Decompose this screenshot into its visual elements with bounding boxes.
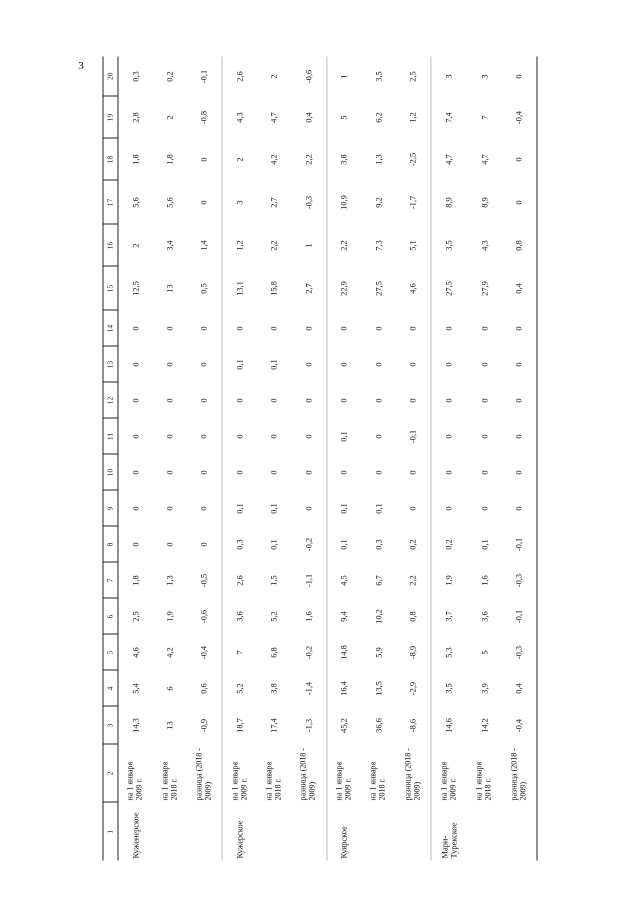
- value-cell: 3: [480, 73, 490, 79]
- value-cell: 0: [396, 346, 431, 382]
- value-cell: 0: [339, 325, 349, 331]
- value-cell: 0: [502, 310, 537, 346]
- district-name: [187, 802, 222, 860]
- value-cell: -8,9: [396, 634, 431, 670]
- value-cell: -2,9: [396, 670, 431, 706]
- value-cell: 0: [269, 469, 279, 475]
- value-cell: 14,6: [444, 717, 454, 733]
- value-cell: 18,7: [235, 717, 245, 733]
- value-cell: 0: [165, 505, 175, 511]
- value-cell: 0: [291, 490, 326, 526]
- value-cell: 0: [396, 454, 431, 490]
- value-cell: 0,1: [480, 538, 490, 550]
- value-cell: 0: [339, 397, 349, 403]
- value-cell: 6,8: [269, 646, 279, 658]
- value-cell: 2,2: [396, 562, 431, 598]
- value-cell: -0,4: [502, 96, 537, 138]
- value-cell: 3,7: [444, 610, 454, 622]
- table-row: [257, 56, 291, 860]
- value-cell: 0: [131, 361, 141, 367]
- period-label: на 1 января 2009 г.: [439, 761, 458, 800]
- district-name: [362, 802, 396, 860]
- value-cell: 0,8: [502, 224, 537, 266]
- value-cell: 0: [444, 397, 454, 403]
- period-label: на 1 января 2009 г.: [230, 761, 249, 800]
- column-number-17: 17: [103, 180, 118, 224]
- district-name: [468, 802, 502, 860]
- column-number-14: 14: [103, 310, 118, 346]
- value-cell: 0,1: [235, 358, 245, 370]
- value-cell: 9,4: [339, 610, 349, 622]
- value-cell: 0: [396, 490, 431, 526]
- value-cell: 0: [187, 310, 222, 346]
- table-row: [291, 56, 326, 860]
- value-cell: 0: [444, 433, 454, 439]
- value-cell: 2,6: [235, 70, 245, 82]
- value-cell: 13: [165, 720, 175, 730]
- value-cell: 0: [444, 469, 454, 475]
- value-cell: 0: [291, 418, 326, 454]
- value-cell: 0: [444, 361, 454, 367]
- value-cell: 1,6: [291, 598, 326, 634]
- value-cell: 0,4: [502, 670, 537, 706]
- value-cell: 10,2: [374, 608, 383, 624]
- value-cell: 0: [480, 505, 490, 511]
- value-cell: 6,2: [374, 111, 383, 123]
- value-cell: 0,6: [187, 670, 222, 706]
- value-cell: 0: [502, 382, 537, 418]
- value-cell: 0: [502, 346, 537, 382]
- value-cell: 0: [502, 490, 537, 526]
- column-number-11: 11: [103, 418, 118, 454]
- value-cell: 6,7: [374, 574, 383, 586]
- district-name: [257, 802, 291, 860]
- column-number-12: 12: [103, 382, 118, 418]
- value-cell: 3,6: [235, 610, 245, 622]
- value-cell: 4,5: [339, 574, 349, 586]
- value-cell: 0,8: [396, 598, 431, 634]
- value-cell: -1,1: [291, 562, 326, 598]
- value-cell: 4,3: [235, 111, 245, 123]
- period-label: на 1 января 2018 г.: [264, 761, 283, 800]
- value-cell: -0,9: [187, 706, 222, 744]
- value-cell: 0: [187, 526, 222, 562]
- period-label: разница (2018 - 2009): [502, 744, 537, 802]
- value-cell: 0,4: [291, 96, 326, 138]
- value-cell: 2,2: [339, 239, 349, 251]
- value-cell: 0: [165, 541, 175, 547]
- value-cell: 0,1: [339, 502, 349, 514]
- value-cell: 0: [480, 361, 490, 367]
- value-cell: 0: [131, 541, 141, 547]
- page-number: 3: [78, 60, 84, 72]
- value-cell: -1,7: [396, 180, 431, 224]
- value-cell: 6: [165, 685, 175, 691]
- district-name: [291, 802, 326, 860]
- value-cell: 0: [374, 433, 383, 439]
- value-cell: 0: [291, 310, 326, 346]
- column-number-16: 16: [103, 224, 118, 266]
- value-cell: 45,2: [339, 717, 349, 733]
- value-cell: 8,9: [444, 196, 454, 208]
- value-cell: 2,5: [131, 610, 141, 622]
- value-cell: 0: [480, 469, 490, 475]
- period-label: на 1 января 2018 г.: [474, 761, 493, 800]
- value-cell: 1,4: [187, 224, 222, 266]
- value-cell: 0: [291, 382, 326, 418]
- data-table: [103, 56, 538, 860]
- value-cell: 1,2: [235, 239, 245, 251]
- value-cell: 0: [131, 325, 141, 331]
- value-cell: 0: [235, 433, 245, 439]
- value-cell: 0: [187, 490, 222, 526]
- value-cell: 0,3: [235, 538, 245, 550]
- value-cell: 8,9: [480, 196, 490, 208]
- value-cell: -1,3: [291, 706, 326, 744]
- value-cell: 14,3: [131, 717, 141, 733]
- value-cell: 36,6: [374, 717, 383, 733]
- value-cell: 0: [396, 310, 431, 346]
- table-row: [187, 56, 222, 860]
- column-number-10: 10: [103, 454, 118, 490]
- rotated-table-container: [103, 69, 538, 860]
- value-cell: 1,8: [131, 153, 141, 165]
- value-cell: 5,2: [269, 610, 279, 622]
- value-cell: 0: [235, 469, 245, 475]
- value-cell: 2,8: [131, 111, 141, 123]
- value-cell: 27,9: [480, 280, 490, 296]
- table-row: [502, 56, 537, 860]
- value-cell: 4,6: [396, 266, 431, 310]
- value-cell: 1,5: [269, 574, 279, 586]
- value-cell: 0: [374, 397, 383, 403]
- table-row: [118, 56, 153, 860]
- value-cell: -1,4: [291, 670, 326, 706]
- district-name: [502, 802, 537, 860]
- value-cell: 27,5: [374, 280, 383, 296]
- period-label: на 1 января 2009 г.: [125, 761, 144, 800]
- value-cell: 0: [269, 325, 279, 331]
- value-cell: 3: [444, 73, 454, 79]
- value-cell: 0: [269, 397, 279, 403]
- value-cell: 0,1: [235, 502, 245, 514]
- value-cell: 0,1: [269, 502, 279, 514]
- value-cell: 1,8: [131, 574, 141, 586]
- district-name: Мари-Турекское: [440, 821, 459, 858]
- column-number-4: 4: [103, 670, 118, 706]
- district-name: Куярское: [339, 825, 349, 858]
- period-label: разница (2018 - 2009): [187, 744, 222, 802]
- value-cell: 7: [480, 114, 490, 120]
- value-cell: 0,1: [339, 538, 349, 550]
- value-cell: 12,5: [131, 280, 141, 296]
- value-cell: 5,9: [374, 646, 383, 658]
- value-cell: 14,8: [339, 644, 349, 660]
- value-cell: -0,6: [291, 56, 326, 96]
- value-cell: 2,5: [396, 56, 431, 96]
- value-cell: 1,8: [165, 153, 175, 165]
- value-cell: 0: [480, 325, 490, 331]
- period-label: на 1 января 2018 г.: [368, 761, 387, 800]
- value-cell: 0: [339, 361, 349, 367]
- value-cell: 5: [339, 114, 349, 120]
- value-cell: 0,1: [374, 502, 383, 514]
- value-cell: 0,3: [131, 70, 141, 82]
- value-cell: 4,2: [269, 153, 279, 165]
- value-cell: 0: [502, 56, 537, 96]
- column-number-7: 7: [103, 562, 118, 598]
- table-row: [153, 56, 187, 860]
- value-cell: -0,1: [396, 418, 431, 454]
- value-cell: -0,1: [502, 526, 537, 562]
- column-number-15: 15: [103, 266, 118, 310]
- value-cell: 2,6: [235, 574, 245, 586]
- value-cell: 2,2: [291, 138, 326, 180]
- district-name: Куженерское: [131, 811, 141, 858]
- value-cell: 5,6: [165, 196, 175, 208]
- value-cell: 7: [235, 649, 245, 655]
- value-cell: 0: [374, 361, 383, 367]
- value-cell: 0: [187, 418, 222, 454]
- value-cell: 2: [165, 114, 175, 120]
- value-cell: 0: [165, 433, 175, 439]
- value-cell: -0,5: [187, 562, 222, 598]
- value-cell: 1,3: [374, 153, 383, 165]
- value-cell: 3,8: [339, 153, 349, 165]
- district-name: [396, 802, 431, 860]
- value-cell: 0,2: [444, 538, 454, 550]
- value-cell: 0: [502, 418, 537, 454]
- value-cell: -0,4: [187, 634, 222, 670]
- value-cell: 0: [235, 397, 245, 403]
- table-row: [327, 56, 362, 860]
- table-row: [396, 56, 431, 860]
- value-cell: 5,3: [444, 646, 454, 658]
- value-cell: 0: [165, 325, 175, 331]
- value-cell: 0: [187, 138, 222, 180]
- value-cell: 0,5: [187, 266, 222, 310]
- value-cell: 13: [165, 283, 175, 293]
- value-cell: 0,1: [339, 430, 349, 442]
- value-cell: 4,7: [480, 153, 490, 165]
- value-cell: -0,4: [502, 706, 537, 744]
- value-cell: 0: [165, 397, 175, 403]
- value-cell: -0,6: [187, 598, 222, 634]
- table-body: [118, 56, 537, 860]
- table-row: [222, 56, 257, 860]
- value-cell: 2,7: [291, 266, 326, 310]
- value-cell: 4,7: [444, 153, 454, 165]
- value-cell: -0,2: [291, 634, 326, 670]
- value-cell: 3: [235, 199, 245, 205]
- value-cell: 27,5: [444, 280, 454, 296]
- value-cell: -0,1: [187, 56, 222, 96]
- value-cell: 1,6: [480, 574, 490, 586]
- value-cell: 5,2: [235, 682, 245, 694]
- value-cell: 10,9: [339, 194, 349, 210]
- column-number-3: 3: [103, 706, 118, 744]
- value-cell: 5,6: [131, 196, 141, 208]
- value-cell: 0: [444, 505, 454, 511]
- value-cell: 0: [131, 433, 141, 439]
- value-cell: 0,4: [502, 266, 537, 310]
- value-cell: 22,9: [339, 280, 349, 296]
- column-number-9: 9: [103, 490, 118, 526]
- value-cell: 3,6: [480, 610, 490, 622]
- value-cell: 0: [235, 325, 245, 331]
- value-cell: -0,8: [187, 96, 222, 138]
- table-row: [362, 56, 396, 860]
- value-cell: 17,4: [269, 717, 279, 733]
- column-number-8: 8: [103, 526, 118, 562]
- value-cell: 2,7: [269, 196, 279, 208]
- value-cell: 1,3: [165, 574, 175, 586]
- period-label: разница (2018 - 2009): [396, 744, 431, 802]
- value-cell: 3,5: [444, 682, 454, 694]
- value-cell: 0,3: [374, 538, 383, 550]
- value-cell: 0: [269, 433, 279, 439]
- value-cell: 0: [502, 454, 537, 490]
- value-cell: -0,2: [291, 526, 326, 562]
- value-cell: 0: [291, 346, 326, 382]
- value-cell: 0,1: [269, 358, 279, 370]
- value-cell: -0,1: [502, 598, 537, 634]
- value-cell: 3,5: [444, 239, 454, 251]
- value-cell: 0: [291, 454, 326, 490]
- district-name: Кужерское: [235, 820, 245, 858]
- column-number-1: 1: [103, 802, 118, 860]
- value-cell: 0: [131, 469, 141, 475]
- value-cell: 3,8: [269, 682, 279, 694]
- column-number-13: 13: [103, 346, 118, 382]
- district-name: [153, 802, 187, 860]
- header-row: [103, 56, 118, 860]
- value-cell: 2,2: [269, 239, 279, 251]
- value-cell: 0: [187, 180, 222, 224]
- value-cell: 0: [444, 325, 454, 331]
- value-cell: -8,6: [396, 706, 431, 744]
- column-number-20: 20: [103, 56, 118, 96]
- value-cell: 0: [480, 433, 490, 439]
- value-cell: 0: [502, 138, 537, 180]
- value-cell: 2: [269, 73, 279, 79]
- period-label: разница (2018 - 2009): [291, 744, 326, 802]
- value-cell: 0,1: [269, 538, 279, 550]
- value-cell: 0: [165, 361, 175, 367]
- value-cell: -0,3: [502, 634, 537, 670]
- value-cell: 5,1: [396, 224, 431, 266]
- value-cell: 5,4: [131, 682, 141, 694]
- value-cell: 16,4: [339, 680, 349, 696]
- value-cell: 4,3: [480, 239, 490, 251]
- value-cell: 0: [165, 469, 175, 475]
- value-cell: 15,8: [269, 280, 279, 296]
- value-cell: 1: [339, 73, 349, 79]
- value-cell: 1,2: [396, 96, 431, 138]
- value-cell: 1,9: [444, 574, 454, 586]
- value-cell: 0: [374, 325, 383, 331]
- value-cell: 0: [187, 382, 222, 418]
- value-cell: 0,2: [165, 70, 175, 82]
- period-label: на 1 января 2009 г.: [334, 761, 353, 800]
- value-cell: -0,3: [502, 562, 537, 598]
- period-label: на 1 января 2018 г.: [160, 761, 179, 800]
- value-cell: 0: [502, 180, 537, 224]
- value-cell: 2: [131, 242, 141, 248]
- value-cell: 9,2: [374, 196, 383, 208]
- value-cell: 0: [396, 382, 431, 418]
- column-number-18: 18: [103, 138, 118, 180]
- value-cell: 7,4: [444, 111, 454, 123]
- value-cell: -2,5: [396, 138, 431, 180]
- value-cell: 7,3: [374, 239, 383, 251]
- table-row: [468, 56, 502, 860]
- value-cell: 0: [480, 397, 490, 403]
- value-cell: 3,5: [374, 70, 383, 82]
- column-number-6: 6: [103, 598, 118, 634]
- value-cell: 0: [339, 469, 349, 475]
- value-cell: 14,2: [480, 717, 490, 733]
- value-cell: 0: [374, 469, 383, 475]
- value-cell: -0,3: [291, 180, 326, 224]
- value-cell: 1,9: [165, 610, 175, 622]
- value-cell: 3,9: [480, 682, 490, 694]
- value-cell: 0: [131, 505, 141, 511]
- value-cell: 5: [480, 649, 490, 655]
- value-cell: 2: [235, 156, 245, 162]
- value-cell: 13,5: [374, 680, 383, 696]
- table-row: [431, 56, 468, 860]
- value-cell: 3,4: [165, 239, 175, 251]
- column-number-2: 2: [103, 744, 118, 802]
- column-number-5: 5: [103, 634, 118, 670]
- value-cell: 0: [187, 454, 222, 490]
- value-cell: 0,2: [396, 526, 431, 562]
- value-cell: 4,6: [131, 646, 141, 658]
- value-cell: 1: [291, 224, 326, 266]
- value-cell: 0: [187, 346, 222, 382]
- value-cell: 4,7: [269, 111, 279, 123]
- column-number-19: 19: [103, 96, 118, 138]
- value-cell: 0: [131, 397, 141, 403]
- value-cell: 13,1: [235, 280, 245, 296]
- value-cell: 4,2: [165, 646, 175, 658]
